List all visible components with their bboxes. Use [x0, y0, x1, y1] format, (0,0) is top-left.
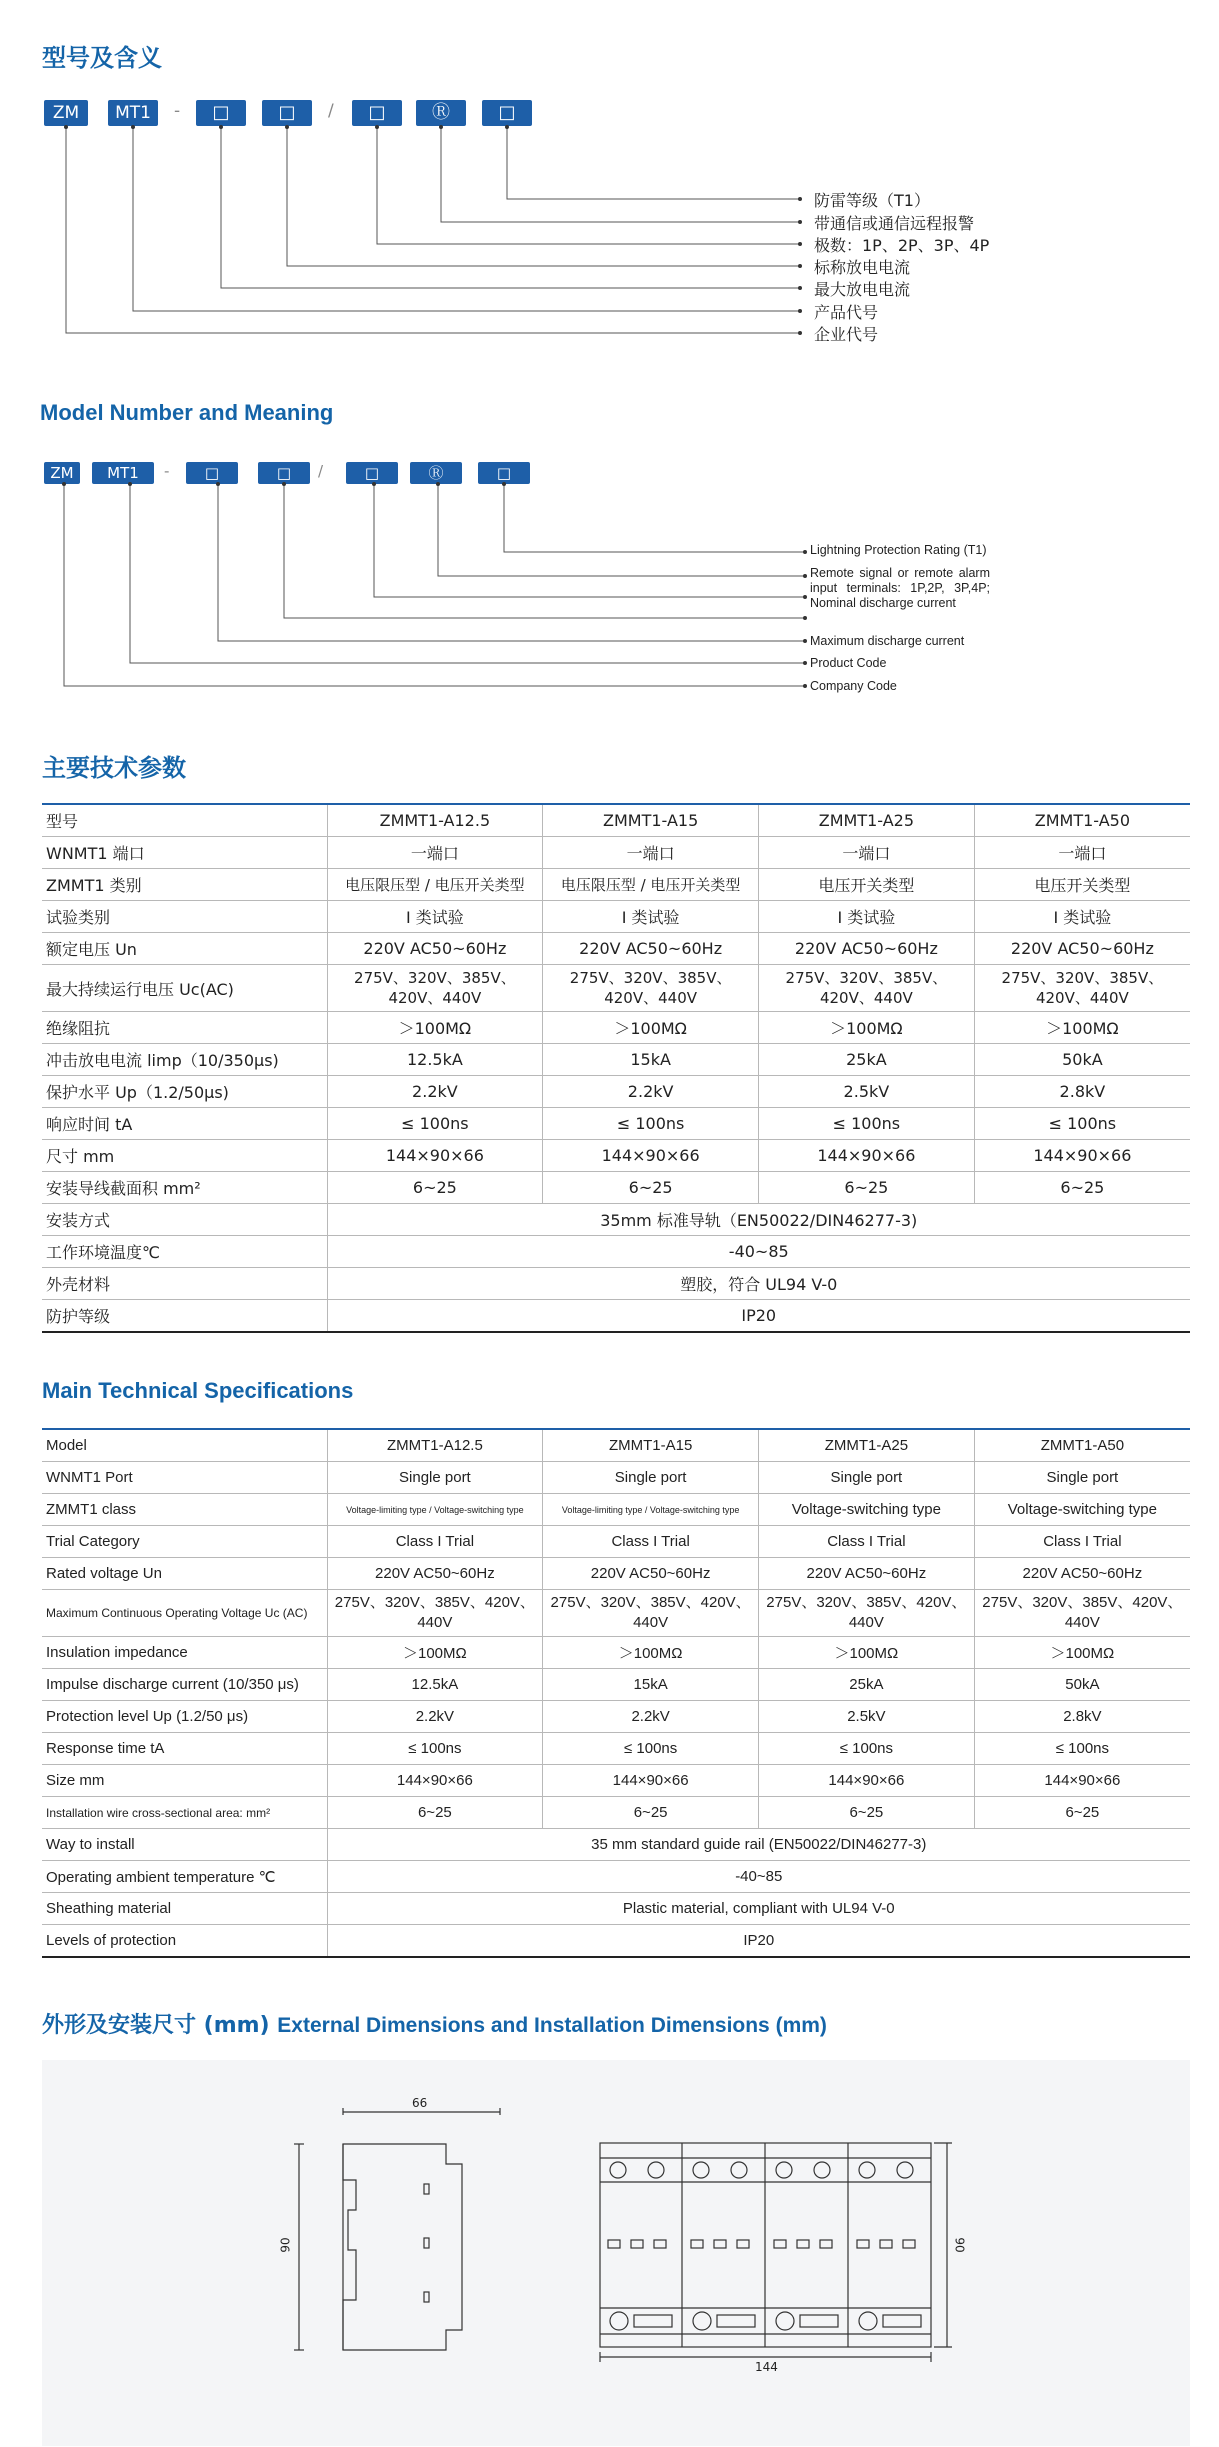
table-cell: I 类试验 — [974, 901, 1190, 933]
table-cell: Voltage-switching type — [759, 1494, 975, 1526]
table-cell: ZMMT1-A15 — [543, 1429, 759, 1462]
table-cell: Insulation impedance — [42, 1637, 327, 1669]
table-row — [42, 1829, 1190, 1861]
table-cell: 2.8kV — [974, 1701, 1190, 1733]
table-cell: 220V AC50~60Hz — [327, 933, 543, 965]
table-cell: ZMMT1-A12.5 — [327, 1429, 543, 1462]
model-label-product-code: 产品代号 — [814, 303, 879, 322]
table-cell: 工作环境温度℃ — [42, 1236, 327, 1268]
table-cell: ≤ 100ns — [543, 1733, 759, 1765]
table-row — [42, 837, 1190, 869]
code-separator-dash-en: - — [164, 462, 170, 480]
table-row — [42, 1012, 1190, 1044]
table-cell: Single port — [759, 1462, 975, 1494]
model-label-nominal-current: 标称放电电流 — [814, 258, 911, 277]
table-cell: 220V AC50~60Hz — [759, 933, 975, 965]
code-separator-dash: - — [174, 101, 181, 121]
model-label-en-remote-alarm: Remote signal or remote alarm input terminals: 1P,2P, 3P,4P; Nominal discharge current — [810, 566, 990, 610]
code-box-poles-en: □ — [346, 462, 398, 484]
table-row — [42, 1044, 1190, 1076]
table-cell: ≤ 100ns — [974, 1108, 1190, 1140]
table-cell: -40~85 — [327, 1861, 1190, 1893]
code-separator-slash-en: / — [318, 462, 324, 480]
table-row — [42, 901, 1190, 933]
table-cell: Maximum Continuous Operating Voltage Uc (AC) — [42, 1590, 327, 1637]
table-row — [42, 1558, 1190, 1590]
dimension-drawing-panel — [42, 2060, 1190, 2446]
table-cell: 保护水平 Up（1.2/50μs) — [42, 1076, 327, 1108]
table-cell: 220V AC50~60Hz — [543, 933, 759, 965]
table-cell: Installation wire cross-sectional area: mm² — [42, 1797, 327, 1829]
table-cell: 响应时间 tA — [42, 1108, 327, 1140]
section-title-model-en: Model Number and Meaning — [40, 400, 334, 425]
table-row — [42, 1108, 1190, 1140]
table-cell: ＞100MΩ — [974, 1637, 1190, 1669]
table-cell: 220V AC50~60Hz — [543, 1558, 759, 1590]
table-row — [42, 1701, 1190, 1733]
table-cell: 220V AC50~60Hz — [974, 933, 1190, 965]
table-cell: 144×90×66 — [974, 1140, 1190, 1172]
table-cell: ＞100MΩ — [543, 1012, 759, 1044]
table-cell: ZMMT1-A15 — [543, 804, 759, 837]
table-cell: Rated voltage Un — [42, 1558, 327, 1590]
spec-table-en — [42, 1428, 1190, 1958]
model-label-remote-alarm: 带通信或通信远程报警 — [814, 214, 975, 233]
table-cell: 220V AC50~60Hz — [327, 1558, 543, 1590]
model-label-protection-class: 防雷等级（T1） — [814, 191, 930, 210]
table-cell: 144×90×66 — [327, 1765, 543, 1797]
table-cell: 275V、320V、385V、420V、440V — [759, 1590, 975, 1637]
table-row — [42, 1637, 1190, 1669]
section-title-specs-en: Main Technical Specifications — [42, 1378, 354, 1403]
table-cell: ≤ 100ns — [327, 1733, 543, 1765]
table-cell: ≤ 100ns — [759, 1108, 975, 1140]
table-cell: 绝缘阻抗 — [42, 1012, 327, 1044]
table-header-row — [42, 1429, 1190, 1462]
table-cell: Operating ambient temperature ℃ — [42, 1861, 327, 1893]
code-box-max-current-en: □ — [186, 462, 238, 484]
table-row — [42, 1925, 1190, 1958]
table-row — [42, 1797, 1190, 1829]
code-box-protection-class-en: □ — [478, 462, 530, 484]
table-cell: ZMMT1 类别 — [42, 869, 327, 901]
code-separator-slash: / — [328, 101, 334, 121]
code-box-poles: □ — [352, 100, 402, 126]
table-cell: IP20 — [327, 1300, 1190, 1333]
model-label-en-max-current: Maximum discharge current — [810, 634, 965, 648]
table-cell: ZMMT1 class — [42, 1494, 327, 1526]
table-cell: 6~25 — [543, 1172, 759, 1204]
table-cell: Single port — [543, 1462, 759, 1494]
table-row — [42, 1733, 1190, 1765]
table-cell: 6~25 — [543, 1797, 759, 1829]
table-cell: 275V、320V、385V、420V、440V — [327, 1590, 543, 1637]
table-header-row — [42, 804, 1190, 837]
table-row — [42, 1236, 1190, 1268]
dimension-label-height: 90 — [278, 2237, 293, 2253]
table-cell: 275V、320V、385V、420V、440V — [543, 1590, 759, 1637]
table-cell: 2.5kV — [759, 1701, 975, 1733]
code-box-mt1-en: MT1 — [92, 462, 154, 484]
code-box-mt1: MT1 — [108, 100, 158, 126]
table-cell: 6~25 — [759, 1172, 975, 1204]
table-cell: Voltage-switching type — [974, 1494, 1190, 1526]
table-cell: 25kA — [759, 1044, 975, 1076]
table-row — [42, 1268, 1190, 1300]
table-cell: 144×90×66 — [974, 1765, 1190, 1797]
table-cell: Voltage-limiting type / Voltage-switching type — [543, 1494, 759, 1526]
table-cell: Plastic material, compliant with UL94 V-0 — [327, 1893, 1190, 1925]
table-cell: ≤ 100ns — [759, 1733, 975, 1765]
table-cell: Trial Category — [42, 1526, 327, 1558]
table-cell: 试验类别 — [42, 901, 327, 933]
table-cell: ZMMT1-A25 — [759, 804, 975, 837]
model-label-en-product-code: Product Code — [810, 656, 887, 670]
table-cell: ZMMT1-A50 — [974, 804, 1190, 837]
table-cell: 6~25 — [974, 1172, 1190, 1204]
code-box-max-current: □ — [196, 100, 246, 126]
table-cell: IP20 — [327, 1925, 1190, 1958]
table-row — [42, 1494, 1190, 1526]
table-cell: 144×90×66 — [543, 1765, 759, 1797]
code-box-protection-class: □ — [482, 100, 532, 126]
table-cell: 塑胶，符合 UL94 V-0 — [327, 1268, 1190, 1300]
table-cell: 2.2kV — [543, 1701, 759, 1733]
section-title-specs-cn: 主要技术参数 — [42, 754, 186, 782]
dimensions-title-cn: 外形及安装尺寸 (mm) — [42, 2013, 270, 2038]
table-cell: 15kA — [543, 1044, 759, 1076]
table-cell: 冲击放电电流 limp（10/350μs) — [42, 1044, 327, 1076]
table-row — [42, 1669, 1190, 1701]
table-row — [42, 1526, 1190, 1558]
table-cell: 144×90×66 — [543, 1140, 759, 1172]
table-cell: Single port — [974, 1462, 1190, 1494]
table-cell: 275V、320V、385V、420V、440V — [327, 965, 543, 1012]
table-cell: 最大持续运行电压 Uc(AC) — [42, 965, 327, 1012]
table-cell: ＞100MΩ — [759, 1012, 975, 1044]
table-cell: 电压限压型 / 电压开关类型 — [327, 869, 543, 901]
table-cell: 一端口 — [759, 837, 975, 869]
table-cell: 144×90×66 — [327, 1140, 543, 1172]
table-cell: I 类试验 — [543, 901, 759, 933]
table-cell: Levels of protection — [42, 1925, 327, 1958]
table-row — [42, 965, 1190, 1012]
table-cell: I 类试验 — [327, 901, 543, 933]
table-cell: Response time tA — [42, 1733, 327, 1765]
side-view-drawing — [42, 2060, 1190, 2446]
table-cell: Model — [42, 1429, 327, 1462]
table-cell: 25kA — [759, 1669, 975, 1701]
table-cell: 275V、320V、385V、420V、440V — [974, 965, 1190, 1012]
table-cell: ZMMT1-A50 — [974, 1429, 1190, 1462]
table-row — [42, 1300, 1190, 1333]
table-cell: 防护等级 — [42, 1300, 327, 1333]
table-cell: 6~25 — [974, 1797, 1190, 1829]
table-cell: ≤ 100ns — [974, 1733, 1190, 1765]
table-cell: Class I Trial — [974, 1526, 1190, 1558]
dimension-label-front-height: 90 — [952, 2237, 967, 2253]
table-cell: ＞100MΩ — [327, 1012, 543, 1044]
dimensions-title-en: External Dimensions and Installation Dimensions (mm) — [277, 2014, 827, 2037]
code-box-remote-alarm: Ⓡ — [416, 100, 466, 126]
model-label-en-company-code: Company Code — [810, 679, 897, 693]
table-cell: ≤ 100ns — [543, 1108, 759, 1140]
table-cell: 2.2kV — [327, 1701, 543, 1733]
table-row — [42, 1893, 1190, 1925]
table-cell: -40~85 — [327, 1236, 1190, 1268]
table-cell: Class I Trial — [543, 1526, 759, 1558]
table-cell: 275V、320V、385V、420V、440V — [974, 1590, 1190, 1637]
table-cell: 275V、320V、385V、420V、440V — [543, 965, 759, 1012]
table-cell: 电压开关类型 — [974, 869, 1190, 901]
table-cell: WNMT1 端口 — [42, 837, 327, 869]
section-title-model-cn: 型号及含义 — [42, 44, 162, 72]
table-cell: WNMT1 Port — [42, 1462, 327, 1494]
table-cell: 一端口 — [543, 837, 759, 869]
table-cell: ＞100MΩ — [759, 1637, 975, 1669]
table-cell: 尺寸 mm — [42, 1140, 327, 1172]
table-row — [42, 933, 1190, 965]
table-cell: 6~25 — [759, 1797, 975, 1829]
section-title-dimensions — [42, 2008, 827, 2039]
table-cell: 安装导线截面积 mm² — [42, 1172, 327, 1204]
table-cell: 275V、320V、385V、420V、440V — [759, 965, 975, 1012]
table-row — [42, 1172, 1190, 1204]
table-cell: 2.5kV — [759, 1076, 975, 1108]
table-cell: Sheathing material — [42, 1893, 327, 1925]
table-cell: 12.5kA — [327, 1669, 543, 1701]
code-box-zm-en: ZM — [44, 462, 80, 484]
table-cell: Single port — [327, 1462, 543, 1494]
table-cell: 2.8kV — [974, 1076, 1190, 1108]
table-cell: Voltage-limiting type / Voltage-switching type — [327, 1494, 543, 1526]
table-cell: ≤ 100ns — [327, 1108, 543, 1140]
spec-table-cn — [42, 803, 1190, 1333]
model-label-poles: 极数：1P、2P、3P、4P — [814, 236, 990, 255]
table-cell: 一端口 — [327, 837, 543, 869]
table-cell: ZMMT1-A25 — [759, 1429, 975, 1462]
table-row — [42, 1076, 1190, 1108]
table-row — [42, 1590, 1190, 1637]
table-cell: 6~25 — [327, 1797, 543, 1829]
model-label-max-current: 最大放电电流 — [814, 280, 911, 299]
table-cell: 外壳材料 — [42, 1268, 327, 1300]
table-row — [42, 869, 1190, 901]
table-row — [42, 1861, 1190, 1893]
model-leader-lines-en — [0, 0, 1219, 720]
table-cell: 一端口 — [974, 837, 1190, 869]
table-cell: 电压限压型 / 电压开关类型 — [543, 869, 759, 901]
model-label-en-protection-class: Lightning Protection Rating (T1) — [810, 543, 987, 557]
table-cell: 15kA — [543, 1669, 759, 1701]
table-cell: Impulse discharge current (10/350 μs) — [42, 1669, 327, 1701]
code-box-zm: ZM — [44, 100, 88, 126]
table-cell: 2.2kV — [327, 1076, 543, 1108]
table-cell: ＞100MΩ — [974, 1012, 1190, 1044]
dimension-label-front-width: 144 — [755, 2360, 778, 2374]
table-cell: Class I Trial — [759, 1526, 975, 1558]
table-cell: 6~25 — [327, 1172, 543, 1204]
table-cell: Size mm — [42, 1765, 327, 1797]
table-cell: ＞100MΩ — [543, 1637, 759, 1669]
table-cell: 50kA — [974, 1669, 1190, 1701]
table-cell: Way to install — [42, 1829, 327, 1861]
table-cell: 220V AC50~60Hz — [974, 1558, 1190, 1590]
table-row — [42, 1140, 1190, 1172]
table-cell: 35mm 标准导轨（EN50022/DIN46277-3) — [327, 1204, 1190, 1236]
table-cell: Class I Trial — [327, 1526, 543, 1558]
table-cell: 144×90×66 — [759, 1765, 975, 1797]
dimension-label-width: 66 — [412, 2096, 428, 2110]
table-cell: ZMMT1-A12.5 — [327, 804, 543, 837]
table-cell: ＞100MΩ — [327, 1637, 543, 1669]
table-cell: 220V AC50~60Hz — [759, 1558, 975, 1590]
model-label-company-code: 企业代号 — [814, 325, 879, 344]
table-row — [42, 1204, 1190, 1236]
table-cell: Protection level Up (1.2/50 μs) — [42, 1701, 327, 1733]
table-cell: 50kA — [974, 1044, 1190, 1076]
table-cell: 144×90×66 — [759, 1140, 975, 1172]
code-box-remote-alarm-en: Ⓡ — [410, 462, 462, 484]
table-cell: 型号 — [42, 804, 327, 837]
table-cell: 2.2kV — [543, 1076, 759, 1108]
table-cell: 电压开关类型 — [759, 869, 975, 901]
code-box-nominal-current: □ — [262, 100, 312, 126]
table-cell: 35 mm standard guide rail (EN50022/DIN46277-3) — [327, 1829, 1190, 1861]
table-cell: I 类试验 — [759, 901, 975, 933]
table-row — [42, 1765, 1190, 1797]
table-cell: 额定电压 Un — [42, 933, 327, 965]
table-cell: 安装方式 — [42, 1204, 327, 1236]
table-cell: 12.5kA — [327, 1044, 543, 1076]
code-box-nominal-current-en: □ — [258, 462, 310, 484]
table-row — [42, 1462, 1190, 1494]
